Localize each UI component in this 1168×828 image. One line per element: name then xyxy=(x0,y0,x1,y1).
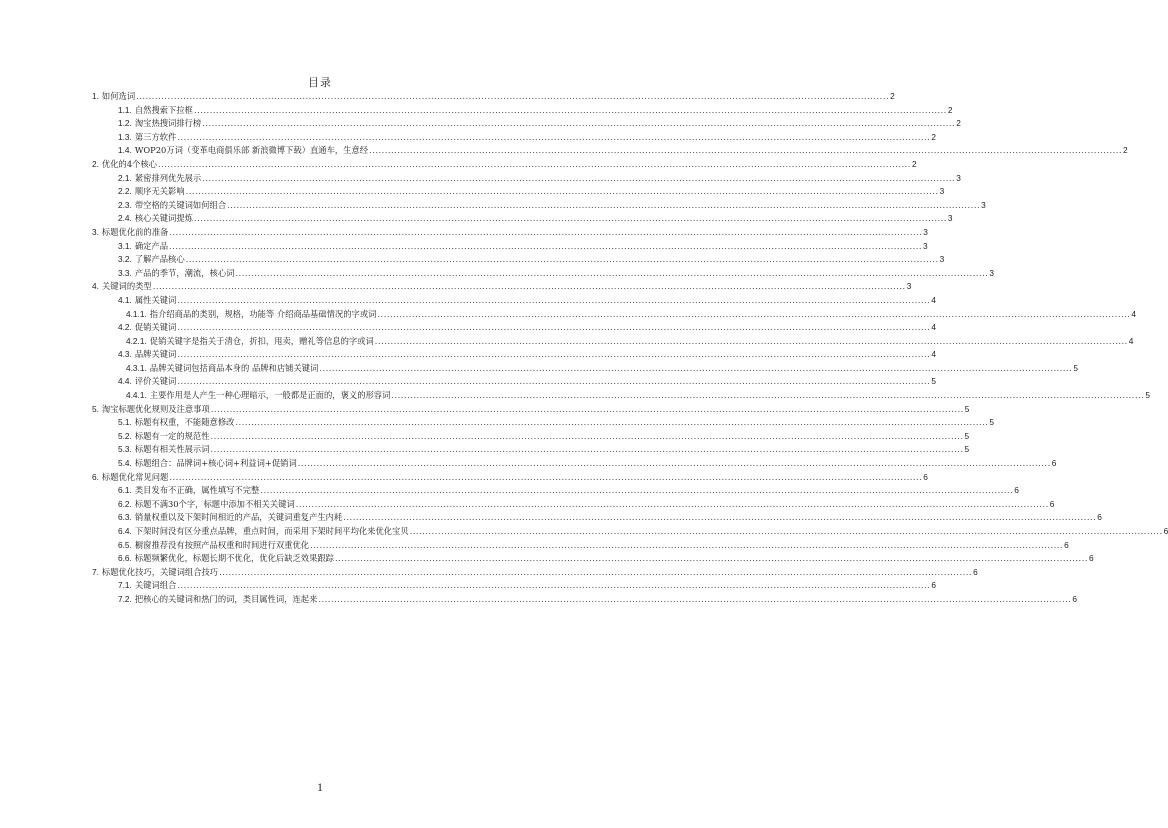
toc-entry-page: 3 xyxy=(989,267,995,278)
toc-entry[interactable] xyxy=(92,416,995,430)
toc-entry-text: 标题优化常见问题 xyxy=(101,471,169,482)
table-of-contents xyxy=(92,90,1168,607)
toc-entry-page: 6 xyxy=(1088,553,1094,564)
toc-dot-leader xyxy=(227,199,980,213)
toc-entry-number: 1.3. xyxy=(118,131,132,142)
toc-entry-text: 评价关键词 xyxy=(134,376,177,387)
toc-entry-page: 6 xyxy=(931,580,936,591)
toc-entry-text: 标题有权重，不能随意修改 xyxy=(134,417,235,428)
toc-entry-page: 6 xyxy=(1049,498,1055,509)
toc-entry-page: 2 xyxy=(931,131,936,142)
toc-entry-number: 1.4. xyxy=(118,145,132,156)
toc-dot-leader xyxy=(186,185,939,199)
toc-entry-text: 标题有相关性展示词 xyxy=(134,444,210,455)
toc-entry[interactable] xyxy=(92,375,936,389)
toc-entry[interactable] xyxy=(92,240,928,254)
toc-dot-leader xyxy=(177,375,930,389)
toc-dot-leader xyxy=(335,552,1088,566)
toc-entry-text: 优化的4个核心 xyxy=(101,158,157,169)
toc-entry[interactable] xyxy=(92,335,1134,349)
toc-entry-page: 3 xyxy=(939,186,945,197)
toc-entry-text: 主要作用是人产生一种心理暗示，一般都是正面的，褒义的形容词 xyxy=(149,390,391,401)
toc-entry-page: 2 xyxy=(947,104,953,115)
toc-dot-leader xyxy=(318,593,1071,607)
toc-entry[interactable] xyxy=(92,362,1078,376)
toc-dot-leader xyxy=(296,498,1049,512)
toc-entry-page: 5 xyxy=(1073,362,1078,373)
toc-dot-leader xyxy=(211,403,964,417)
toc-entry-text: 指介绍商品的类别，规格，功能等 介绍商品基础情况的字或词 xyxy=(149,308,377,319)
toc-entry-page: 3 xyxy=(956,172,961,183)
toc-entry-number: 2.3. xyxy=(118,199,132,210)
toc-entry-number: 3.1. xyxy=(118,240,132,251)
toc-entry[interactable] xyxy=(92,131,936,145)
toc-entry-number: 4.3.1. xyxy=(126,362,147,373)
toc-entry-page: 4 xyxy=(931,322,936,333)
toc-entry-number: 6.1. xyxy=(118,485,132,496)
toc-entry-page: 6 xyxy=(973,566,978,577)
toc-entry-text: 淘宝标题优化规则及注意事项 xyxy=(101,403,210,414)
toc-entry-page: 4 xyxy=(1128,335,1134,346)
toc-entry-number: 5.3. xyxy=(118,444,132,455)
toc-dot-leader xyxy=(153,280,906,294)
toc-entry-text: 销量权重以及下架时间相近的产品，关键词重复产生内耗 xyxy=(134,512,343,523)
toc-entry[interactable] xyxy=(92,321,936,335)
toc-entry-page: 2 xyxy=(911,158,917,169)
toc-entry[interactable] xyxy=(92,294,936,308)
toc-entry-number: 1.2. xyxy=(118,118,132,129)
toc-entry-text: 标题优化前的准备 xyxy=(101,226,169,237)
toc-entry-text: 品牌关键词 xyxy=(134,349,177,360)
toc-entry[interactable] xyxy=(92,117,961,131)
toc-entry-page: 3 xyxy=(923,226,928,237)
toc-dot-leader xyxy=(169,471,922,485)
toc-entry-number: 7. xyxy=(92,566,99,577)
toc-entry-number: 4. xyxy=(92,281,99,292)
toc-dot-leader xyxy=(211,443,964,457)
toc-dot-leader xyxy=(410,525,1163,539)
toc-entry-text: 确定产品 xyxy=(134,240,169,251)
toc-entry-text: 顺序无关影响 xyxy=(134,186,185,197)
toc-entry-number: 3. xyxy=(92,226,99,237)
toc-entry-number: 4.2.1. xyxy=(126,335,147,346)
toc-entry-page: 6 xyxy=(1163,526,1168,536)
toc-dot-leader xyxy=(343,511,1096,525)
toc-dot-leader xyxy=(177,294,930,308)
toc-entry-text: WOP20万词（变革电商俱乐部 新浪微博下载）直通车，生意经 xyxy=(134,145,369,156)
toc-entry-number: 5.4. xyxy=(118,458,132,469)
toc-entry[interactable] xyxy=(92,443,970,457)
toc-entry-number: 1. xyxy=(92,91,99,101)
toc-dot-leader xyxy=(177,321,930,335)
toc-entry-number: 3.3. xyxy=(118,267,132,278)
toc-entry-page: 3 xyxy=(939,254,945,265)
toc-dot-leader xyxy=(177,579,930,593)
toc-entry-number: 2.2. xyxy=(118,186,132,197)
toc-entry-number: 2. xyxy=(92,158,99,169)
toc-entry-number: 3.2. xyxy=(118,254,132,265)
toc-entry-text: 关键词的类型 xyxy=(101,281,152,292)
toc-entry-number: 6.3. xyxy=(118,512,132,523)
toc-entry-page: 2 xyxy=(890,91,895,101)
toc-dot-leader xyxy=(136,90,889,104)
toc-entry-text: 标题不满30个字，标题中添加不相关关键词 xyxy=(134,498,295,509)
toc-entry-page: 6 xyxy=(1051,458,1057,469)
toc-entry[interactable] xyxy=(92,430,970,444)
toc-entry-page: 6 xyxy=(1097,512,1102,523)
toc-entry-text: 带空格的关键词如何组合 xyxy=(134,199,227,210)
toc-entry[interactable] xyxy=(92,566,978,580)
toc-entry-text: 促销关键字是指关于清仓，折扣，甩卖，赠礼等信息的字或词 xyxy=(149,335,374,346)
toc-entry-text: 核心关键词提炼 xyxy=(134,213,193,224)
toc-dot-leader xyxy=(202,117,955,131)
toc-entry-number: 2.1. xyxy=(118,172,132,183)
toc-entry-number: 7.1. xyxy=(118,580,132,591)
toc-entry[interactable] xyxy=(92,348,936,362)
toc-title: 目录 xyxy=(308,76,332,89)
page-number: 1 xyxy=(317,780,323,794)
toc-entry-page: 6 xyxy=(1064,539,1069,550)
toc-dot-leader xyxy=(186,253,939,267)
toc-entry-number: 6.4. xyxy=(118,526,132,536)
toc-entry-page: 5 xyxy=(964,444,970,455)
toc-dot-leader xyxy=(319,362,1072,376)
toc-entry[interactable] xyxy=(92,308,1137,322)
toc-entry-text: 品牌关键词包括商品本身的 品牌和店铺关键词 xyxy=(149,362,319,373)
toc-dot-leader xyxy=(219,566,972,580)
toc-entry-text: 属性关键词 xyxy=(134,294,177,305)
toc-entry[interactable] xyxy=(92,104,953,118)
toc-entry[interactable] xyxy=(92,579,936,593)
toc-dot-leader xyxy=(194,212,947,226)
toc-entry-text: 标题频繁优化，标题长期不优化，优化后缺乏效果跟踪 xyxy=(134,553,334,564)
toc-entry-number: 7.2. xyxy=(118,593,132,604)
toc-entry-page: 4 xyxy=(1131,308,1137,319)
toc-entry-number: 5.1. xyxy=(118,417,132,428)
toc-entry[interactable] xyxy=(92,172,961,186)
toc-entry-page: 6 xyxy=(1014,485,1019,496)
toc-entry[interactable] xyxy=(92,457,1057,471)
toc-dot-leader xyxy=(260,484,1013,498)
toc-entry-text: 如何选词 xyxy=(101,91,136,101)
toc-entry[interactable] xyxy=(92,552,1094,566)
toc-entry[interactable] xyxy=(92,484,1019,498)
toc-entry-page: 5 xyxy=(964,430,970,441)
toc-entry[interactable] xyxy=(92,267,995,281)
toc-entry-number: 4.2. xyxy=(118,322,132,333)
toc-entry[interactable] xyxy=(92,144,1128,158)
toc-entry-page: 3 xyxy=(906,281,912,292)
toc-entry[interactable] xyxy=(92,280,912,294)
toc-entry-number: 5.2. xyxy=(118,430,132,441)
toc-entry-text: 紧密排列优先展示 xyxy=(134,172,202,183)
toc-entry[interactable] xyxy=(92,403,970,417)
toc-entry-text: 了解产品核心 xyxy=(134,254,185,265)
toc-dot-leader xyxy=(235,416,988,430)
toc-entry-page: 3 xyxy=(947,213,953,224)
toc-entry-text: 橱窗推荐没有按照产品权重和时间进行双重优化 xyxy=(134,539,310,550)
toc-dot-leader xyxy=(298,457,1051,471)
toc-entry-text: 标题优化技巧，关键词组合技巧 xyxy=(101,566,219,577)
toc-entry-page: 5 xyxy=(1145,390,1150,401)
toc-entry-number: 4.4.1. xyxy=(126,390,147,401)
toc-entry-page: 6 xyxy=(923,471,928,482)
toc-entry-page: 4 xyxy=(931,294,936,305)
toc-entry-page: 2 xyxy=(956,118,961,129)
toc-entry[interactable] xyxy=(92,471,928,485)
toc-entry[interactable] xyxy=(92,525,1168,539)
toc-entry-number: 5. xyxy=(92,403,99,414)
toc-entry-number: 6.2. xyxy=(118,498,132,509)
toc-entry[interactable] xyxy=(92,212,953,226)
toc-entry-number: 2.4. xyxy=(118,213,132,224)
toc-entry[interactable] xyxy=(92,158,917,172)
toc-entry[interactable] xyxy=(92,90,895,104)
toc-dot-leader xyxy=(369,144,1122,158)
toc-entry-text: 把核心的关键词和热门的词，类目属性词，连起来 xyxy=(134,593,318,604)
toc-entry-page: 3 xyxy=(923,240,928,251)
toc-entry-number: 4.1. xyxy=(118,294,132,305)
toc-entry[interactable] xyxy=(92,226,928,240)
toc-dot-leader xyxy=(391,389,1144,403)
toc-entry-number: 4.3. xyxy=(118,349,132,360)
toc-dot-leader xyxy=(377,308,1130,322)
toc-entry-page: 6 xyxy=(1072,593,1077,604)
toc-entry-number: 4.1.1. xyxy=(126,308,147,319)
toc-entry[interactable] xyxy=(92,498,1055,512)
toc-entry-text: 下架时间没有区分重点品牌，重点时间，而采用下架时间平均化来优化宝贝 xyxy=(134,526,409,536)
toc-entry-page: 5 xyxy=(989,417,995,428)
toc-dot-leader xyxy=(194,104,947,118)
toc-entry-number: 1.1. xyxy=(118,104,132,115)
toc-dot-leader xyxy=(211,430,964,444)
toc-dot-leader xyxy=(375,335,1128,349)
toc-entry-page: 2 xyxy=(1123,145,1128,156)
toc-entry-text: 产品的季节，潮流，核心词 xyxy=(134,267,235,278)
toc-entry[interactable] xyxy=(92,185,945,199)
toc-entry-page: 3 xyxy=(981,199,986,210)
toc-entry[interactable] xyxy=(92,199,986,213)
toc-entry-text: 第三方软件 xyxy=(134,131,177,142)
toc-entry-number: 6. xyxy=(92,471,99,482)
toc-entry-page: 5 xyxy=(931,376,936,387)
toc-dot-leader xyxy=(235,267,988,281)
toc-entry[interactable] xyxy=(92,539,1069,553)
toc-entry[interactable] xyxy=(92,253,945,267)
toc-entry-text: 标题组合：品牌词+核心词+利益词+促销词 xyxy=(134,458,297,469)
toc-entry-page: 4 xyxy=(931,349,936,360)
toc-dot-leader xyxy=(177,131,930,145)
toc-entry-text: 自然搜索下拉框 xyxy=(134,104,193,115)
toc-entry[interactable] xyxy=(92,511,1102,525)
toc-entry-number: 6.5. xyxy=(118,539,132,550)
toc-dot-leader xyxy=(310,539,1063,553)
toc-entry-text: 标题有一定的规范性 xyxy=(134,430,210,441)
toc-entry[interactable] xyxy=(92,389,1150,403)
toc-entry-number: 4.4. xyxy=(118,376,132,387)
toc-dot-leader xyxy=(169,226,922,240)
toc-entry-text: 淘宝热搜词排行榜 xyxy=(134,118,202,129)
toc-entry-page: 5 xyxy=(964,403,970,414)
toc-dot-leader xyxy=(177,348,930,362)
toc-entry-text: 促销关键词 xyxy=(134,322,177,333)
toc-entry-text: 关键词组合 xyxy=(134,580,177,591)
toc-entry-text: 类目发布不正确，属性填写不完整 xyxy=(134,485,260,496)
toc-entry-number: 6.6. xyxy=(118,553,132,564)
toc-entry[interactable] xyxy=(92,593,1077,607)
toc-dot-leader xyxy=(169,240,922,254)
toc-dot-leader xyxy=(158,158,911,172)
toc-dot-leader xyxy=(202,172,955,186)
